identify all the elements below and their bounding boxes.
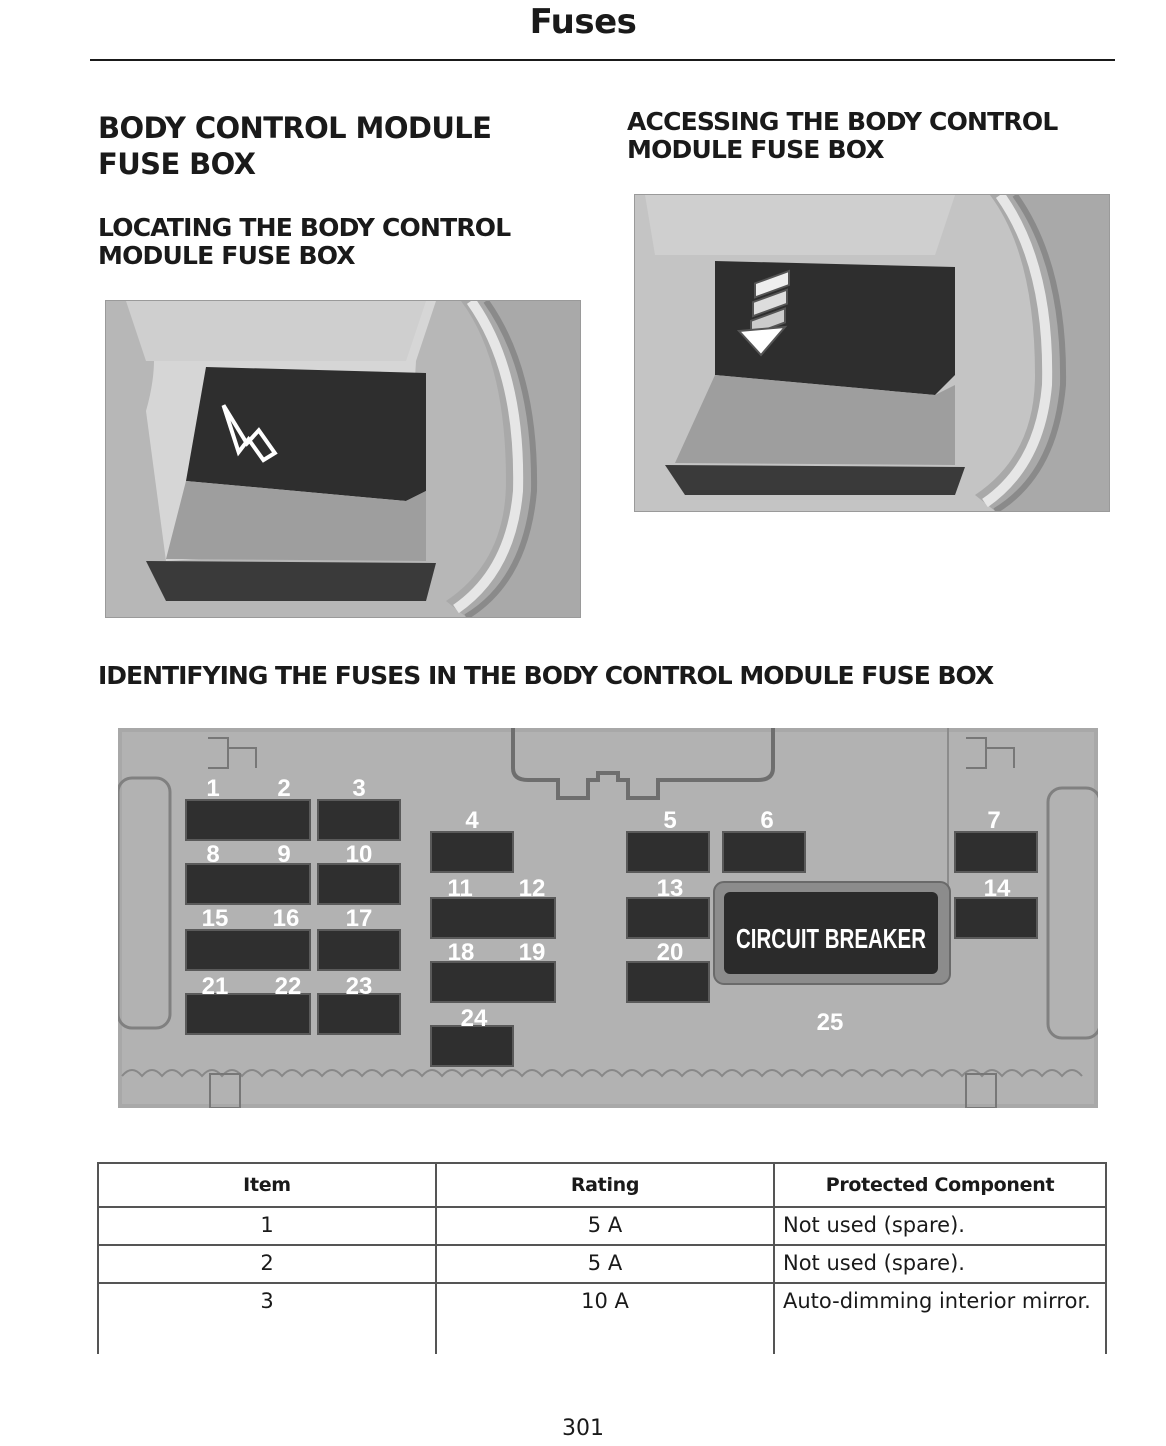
fuse-number-label: 24 [460,1005,488,1032]
fuse-slot [627,832,709,872]
fuse-number-label: 9 [277,841,291,868]
table-header-row [98,1163,1106,1207]
item-cell: 1 [98,1207,436,1245]
fuse-number-label: 6 [760,807,774,834]
rating-cell: 5 A [436,1245,774,1283]
fuse-number-label: 11 [447,875,473,902]
fuse-slot [431,1026,513,1066]
page-number: 301 [562,1416,604,1441]
fuse-number-label: 20 [656,939,684,966]
page-title: Fuses [529,2,637,42]
fuse-number-label: 4 [465,807,479,834]
fuse-box-svg [118,728,1098,1108]
fuse-number-label: 23 [345,973,373,1000]
fuse-slot [431,832,513,872]
heading-line: ACCESSING THE BODY CONTROL [627,107,1058,136]
heading-line: FUSE BOX [98,147,256,181]
heading-line: LOCATING THE BODY CONTROL [98,213,511,242]
fuse-slot [955,898,1037,938]
fuse-number-label: 16 [272,905,300,932]
item-cell: 2 [98,1245,436,1283]
locating-fuse-box-illustration [105,300,581,618]
fuse-slot [186,864,310,904]
fuse-number-label: 15 [201,905,229,932]
fuse-number-label: 17 [345,905,373,932]
accessing-fuse-box-illustration [634,194,1110,512]
fuse-number-label: 3 [352,775,366,802]
fuse-slot [431,962,555,1002]
component-cell: Auto-dimming interior mirror. [774,1283,1106,1354]
component-cell: Not used (spare). [774,1207,1106,1245]
accessing-heading [627,108,1057,164]
table-row [98,1283,1106,1354]
bcm-fuse-box-heading [98,110,491,182]
fuse-number-label: 10 [345,841,373,868]
fuse-slot [627,962,709,1002]
heading-line: MODULE FUSE BOX [627,135,884,164]
fuse-specification-table [97,1162,1107,1354]
fuse-slot [431,898,555,938]
fuse-number-label: 8 [206,841,220,868]
fuse-number-label: 2 [277,775,291,802]
fuse-number-label: 13 [656,875,684,902]
rating-cell: 10 A [436,1283,774,1354]
rating-cell: 5 A [436,1207,774,1245]
column-header-protected-component: Protected Component [774,1163,1106,1207]
column-header-item: Item [98,1163,436,1207]
fuse-box-diagram [118,728,1098,1108]
fuse-number-label: 25 [816,1009,844,1036]
locating-heading [98,214,510,270]
table-row [98,1245,1106,1283]
fuse-number-label: 14 [983,875,1011,902]
fuse-slot [723,832,805,872]
fuse-slot [318,864,400,904]
fuse-slot [955,832,1037,872]
fuse-number-label: 22 [274,973,302,1000]
fuse-number-label: 5 [663,807,677,834]
circuit-breaker-label: CIRCUIT BREAKER [736,923,926,954]
fuse-slot [186,930,310,970]
fuse-number-label: 7 [987,807,1001,834]
item-cell: 3 [98,1283,436,1354]
fuse-slot [186,994,310,1034]
fuse-number-label: 21 [201,973,229,1000]
table-row [98,1207,1106,1245]
component-cell: Not used (spare). [774,1245,1106,1283]
identifying-heading: IDENTIFYING THE FUSES IN THE BODY CONTROL MODULE FUSE BOX [98,661,994,690]
fuse-slot [318,800,400,840]
fuse-number-label: 1 [206,775,220,802]
column-header-rating: Rating [436,1163,774,1207]
fuse-number-label: 19 [518,939,546,966]
fuse-slot [318,994,400,1034]
title-divider [90,59,1115,61]
heading-line: MODULE FUSE BOX [98,241,355,270]
fuse-number-label: 18 [447,939,475,966]
fuse-slot [318,930,400,970]
fuse-slot [186,800,310,840]
fuse-number-label: 12 [518,875,546,902]
fuse-slot [627,898,709,938]
heading-line: BODY CONTROL MODULE [98,111,492,145]
